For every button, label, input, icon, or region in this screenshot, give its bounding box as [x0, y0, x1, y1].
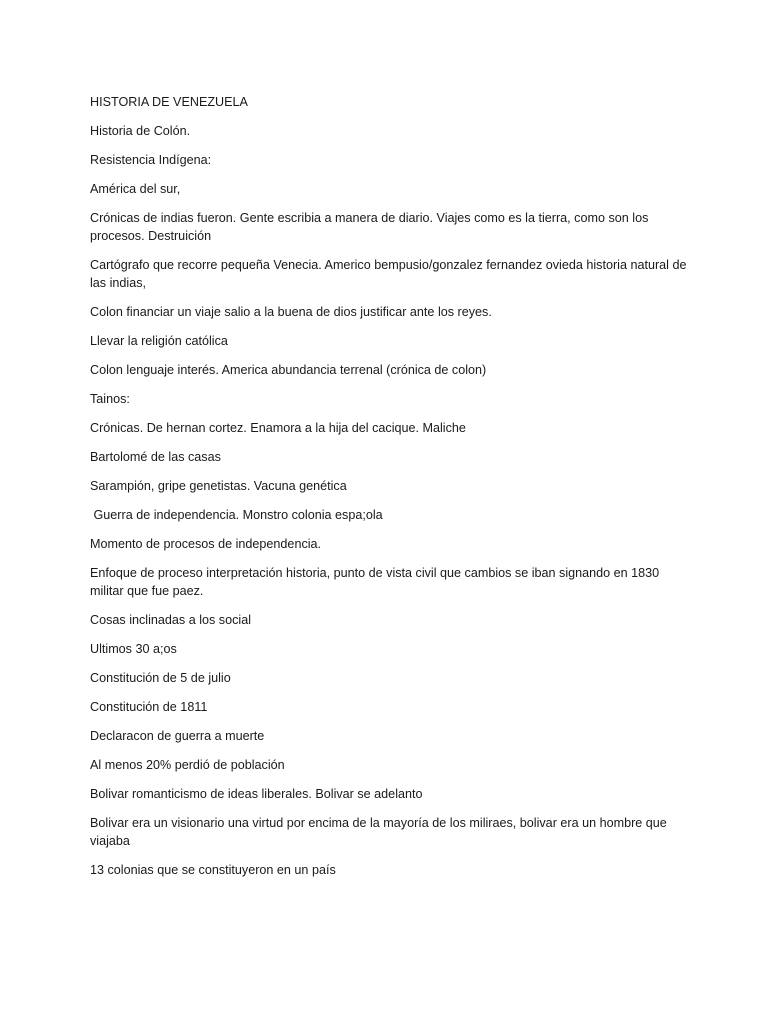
paragraph: Declaracon de guerra a muerte: [90, 729, 265, 743]
paragraph: Bolivar era un visionario una virtud por encima de la mayoría de los miliraes, bolivar era un hombre que viajaba: [90, 816, 671, 848]
paragraph: Resistencia Indígena:: [90, 153, 212, 167]
paragraph: Historia de Colón.: [90, 124, 191, 138]
paragraph: 13 colonias que se constituyeron en un país: [90, 863, 336, 877]
paragraph: Colon financiar un viaje salio a la buena de dios justificar ante los reyes.: [90, 305, 492, 319]
paragraph: Cosas inclinadas a los social: [90, 613, 252, 627]
paragraph: Momento de procesos de independencia.: [90, 537, 322, 551]
paragraph: Constitución de 5 de julio: [90, 671, 231, 685]
paragraph: Enfoque de proceso interpretación historia, punto de vista civil que cambios se iban signando en 1830 militar que fue paez.: [90, 566, 663, 598]
paragraph: Tainos:: [90, 392, 130, 406]
paragraph: Crónicas de indias fueron. Gente escribia a manera de diario. Viajes como es la tierra, como son los procesos. Destruición: [90, 211, 652, 243]
paragraph: Constitución de 1811: [90, 700, 208, 714]
document-body: [90, 93, 690, 890]
paragraph: Llevar la religión católica: [90, 334, 228, 348]
paragraph: Al menos 20% perdió de población: [90, 758, 285, 772]
paragraph: Crónicas. De hernan cortez. Enamora a la hija del cacique. Maliche: [90, 421, 466, 435]
paragraph: Bartolomé de las casas: [90, 450, 221, 464]
paragraph: América del sur,: [90, 182, 181, 196]
paragraph: Ultimos 30 a;os: [90, 642, 177, 656]
paragraph: Guerra de independencia. Monstro colonia espa;ola: [90, 508, 383, 522]
paragraph: Bolivar romanticismo de ideas liberales. Bolivar se adelanto: [90, 787, 423, 801]
paragraph: Sarampión, gripe genetistas. Vacuna genética: [90, 479, 347, 493]
paragraph: Colon lenguaje interés. America abundancia terrenal (crónica de colon): [90, 363, 487, 377]
paragraph: Cartógrafo que recorre pequeña Venecia. Americo bempusio/gonzalez fernandez ovieda historia natural de las indias,: [90, 258, 690, 290]
document-title: HISTORIA DE VENEZUELA: [90, 95, 248, 109]
